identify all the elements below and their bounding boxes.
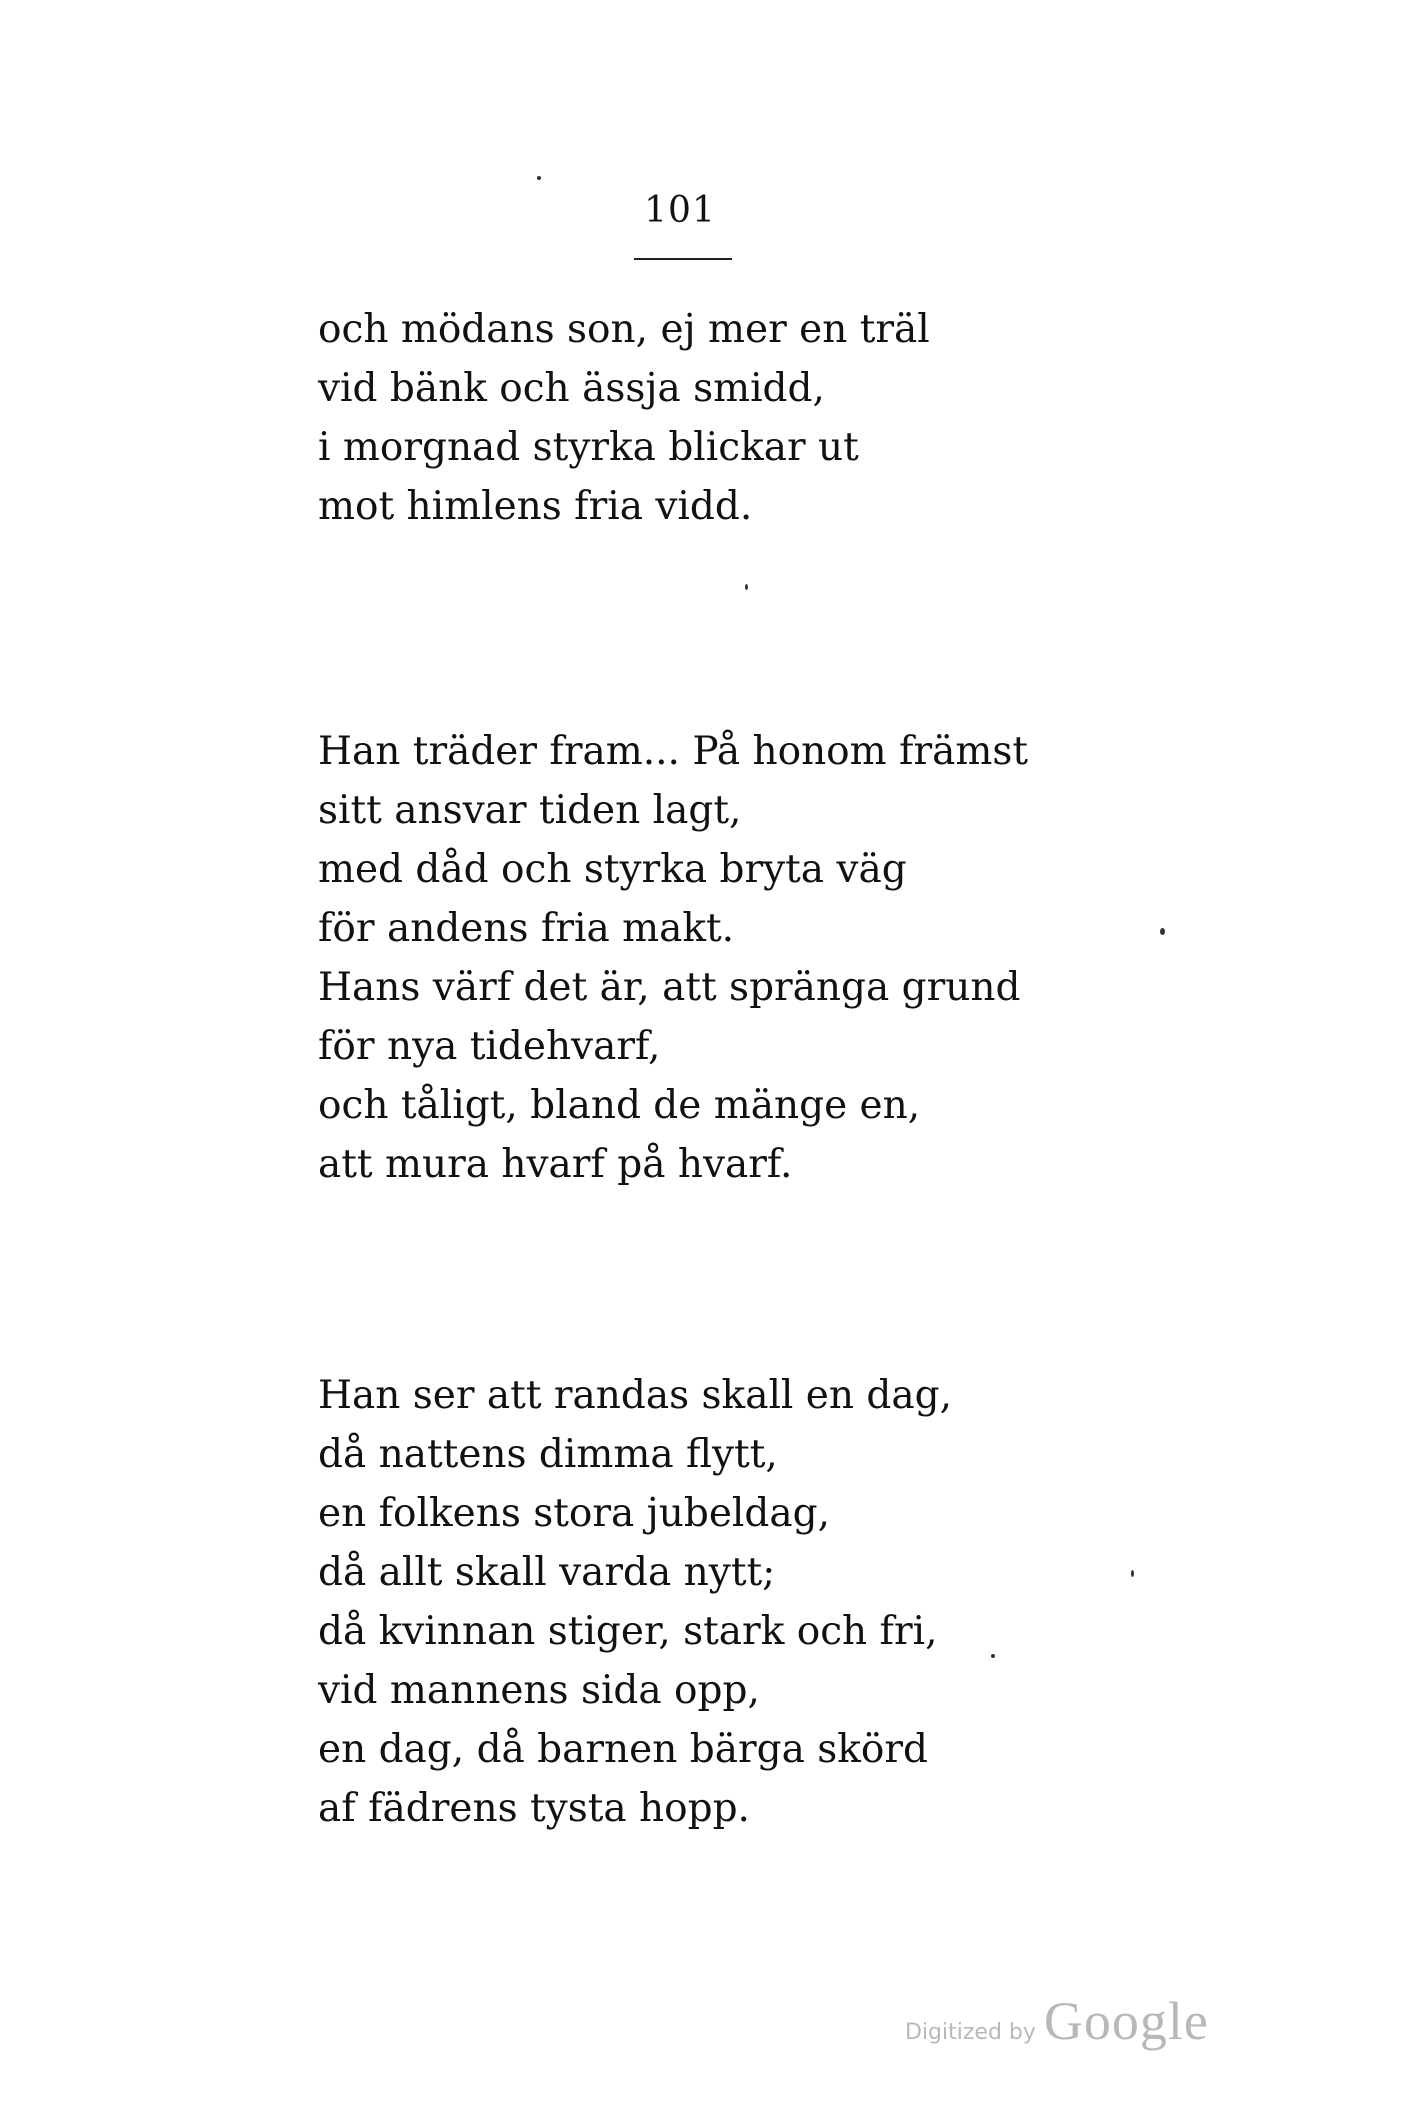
- verse-line: sitt ansvar tiden lagt,: [318, 788, 742, 833]
- verse-line: mot himlens fria vidd.: [318, 484, 753, 529]
- page-number: 101: [644, 190, 716, 231]
- verse-line: då kvinnan stiger, stark och fri,: [318, 1609, 938, 1654]
- verse-line: vid bänk och ässja smidd,: [318, 366, 825, 411]
- verse-line: vid mannens sida opp,: [318, 1668, 760, 1713]
- verse-line: då nattens dimma flytt,: [318, 1432, 778, 1477]
- digitized-by-google-watermark: [905, 1990, 1209, 2050]
- stanza-3: [318, 1366, 952, 1838]
- verse-line: Han ser att randas skall en dag,: [318, 1373, 952, 1418]
- page-number-rule: [634, 258, 732, 260]
- google-logo: Google: [1043, 1991, 1209, 2051]
- scan-speck: [537, 176, 541, 180]
- verse-line: och tåligt, bland de mänge en,: [318, 1083, 921, 1128]
- verse-line: att mura hvarf på hvarf.: [318, 1142, 793, 1187]
- verse-line: Han träder fram... På honom främst: [318, 729, 1029, 774]
- verse-line: för andens fria makt.: [318, 906, 735, 951]
- scan-speck: [1131, 1570, 1134, 1577]
- verse-line: för nya tidehvarf,: [318, 1024, 661, 1069]
- verse-line: med dåd och styrka bryta väg: [318, 847, 907, 892]
- watermark-prefix: Digitized by: [905, 2020, 1036, 2045]
- scan-speck: [745, 584, 748, 590]
- verse-line: af fädrens tysta hopp.: [318, 1786, 750, 1831]
- verse-line: och mödans son, ej mer en träl: [318, 307, 930, 352]
- verse-line: då allt skall varda nytt;: [318, 1550, 776, 1595]
- verse-line: Hans värf det är, att spränga grund: [318, 965, 1021, 1010]
- stanza-2: [318, 722, 1028, 1194]
- scan-speck: [991, 1654, 995, 1658]
- scan-speck: [1160, 928, 1165, 935]
- verse-line: en folkens stora jubeldag,: [318, 1491, 830, 1536]
- stanza-1: [318, 300, 930, 536]
- verse-line: en dag, då barnen bärga skörd: [318, 1727, 928, 1772]
- verse-line: i morgnad styrka blickar ut: [318, 425, 859, 470]
